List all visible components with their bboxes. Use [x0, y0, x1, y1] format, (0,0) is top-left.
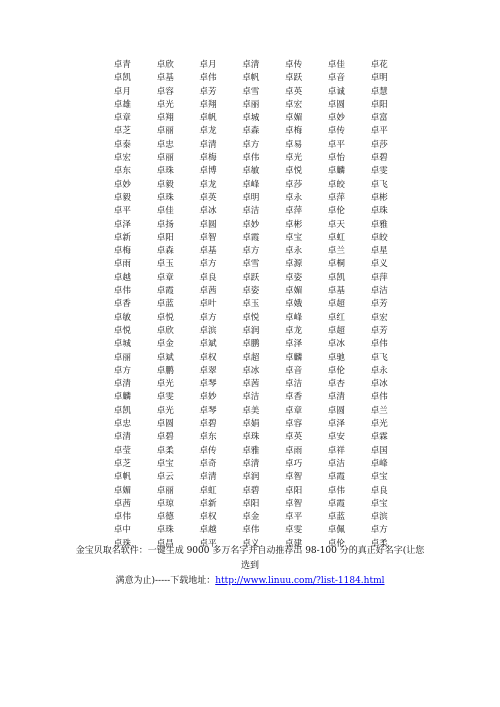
name-cell: 卓梅 — [199, 153, 217, 164]
name-cell: 卓娟 — [242, 419, 260, 430]
name-cell: 卓琴 — [199, 405, 217, 416]
name-cell: 卓方 — [199, 312, 217, 323]
name-cell: 卓森 — [242, 126, 260, 137]
name-cell: 卓玉 — [242, 299, 260, 310]
name-cell: 卓平 — [327, 139, 345, 150]
footer-line-2 — [72, 574, 428, 589]
name-cell: 卓智 — [284, 498, 303, 509]
name-cell: 卓新 — [199, 498, 217, 509]
name-cell: 卓音 — [284, 365, 303, 376]
name-cell: 卓奇 — [199, 458, 217, 469]
name-cell: 卓碧 — [370, 153, 388, 164]
name-cell: 卓斌 — [156, 352, 174, 363]
name-cell: 卓森 — [156, 246, 174, 257]
name-grid — [101, 59, 401, 551]
name-cell: 卓泽 — [113, 219, 131, 230]
name-cell: 卓虹 — [199, 485, 217, 496]
name-cell: 卓霞 — [327, 472, 345, 483]
name-cell: 卓伟 — [327, 485, 345, 496]
name-cell: 卓雯 — [370, 166, 388, 177]
name-cell: 卓东 — [199, 432, 217, 443]
name-cell: 卓梅 — [113, 246, 131, 257]
name-cell: 卓佳 — [327, 60, 345, 70]
name-cell: 卓霖 — [370, 432, 388, 443]
name-cell: 卓超 — [327, 325, 345, 336]
name-cell: 卓泽 — [284, 339, 303, 350]
name-cell: 卓碧 — [199, 419, 217, 430]
name-cell: 卓义 — [370, 259, 388, 270]
name-cell: 卓跃 — [284, 73, 303, 84]
name-cell: 卓麟 — [113, 392, 131, 403]
name-cell: 卓驰 — [327, 352, 345, 363]
name-cell: 卓凯 — [327, 272, 345, 283]
name-cell: 卓青 — [113, 60, 131, 70]
name-cell: 卓柔 — [156, 445, 174, 456]
name-cell: 卓凯 — [113, 73, 131, 84]
name-cell: 卓圆 — [327, 405, 345, 416]
name-cell: 卓莎 — [284, 179, 303, 190]
name-cell: 卓蓝 — [327, 512, 345, 523]
name-cell: 卓红 — [327, 312, 345, 323]
name-cell: 卓城 — [242, 113, 260, 124]
name-cell: 卓宝 — [284, 232, 303, 243]
name-cell: 卓忠 — [113, 419, 131, 430]
name-cell: 卓雨 — [113, 259, 131, 270]
name-cell: 卓鹏 — [156, 365, 174, 376]
name-cell: 卓光 — [156, 99, 174, 110]
name-cell: 卓洁 — [327, 458, 345, 469]
name-cell: 卓茜 — [242, 379, 260, 390]
name-cell: 卓伟 — [113, 286, 131, 297]
name-cell: 卓泽 — [327, 419, 345, 430]
name-cell: 卓清 — [327, 392, 345, 403]
name-cell: 卓欣 — [156, 60, 174, 70]
name-cell: 卓雄 — [113, 99, 131, 110]
name-cell: 卓皎 — [327, 179, 345, 190]
name-cell: 卓龙 — [199, 126, 217, 137]
name-cell: 卓麟 — [284, 352, 303, 363]
name-cell: 卓传 — [327, 126, 345, 137]
name-cell: 卓光 — [156, 379, 174, 390]
name-cell: 卓方 — [242, 139, 260, 150]
name-cell: 卓霞 — [327, 498, 345, 509]
name-cell: 卓伟 — [370, 339, 388, 350]
name-cell: 卓良 — [199, 272, 217, 283]
name-cell: 卓姿 — [284, 272, 303, 283]
name-cell: 卓清 — [199, 139, 217, 150]
name-cell: 卓冰 — [199, 206, 217, 217]
name-cell: 卓丽 — [113, 352, 131, 363]
name-cell: 卓宝 — [370, 472, 388, 483]
name-cell: 卓峰 — [242, 179, 260, 190]
name-cell: 卓云 — [156, 472, 174, 483]
name-cell: 卓毅 — [156, 179, 174, 190]
name-cell: 卓霞 — [156, 286, 174, 297]
name-cell: 卓翔 — [199, 99, 217, 110]
name-cell: 卓祥 — [327, 445, 345, 456]
name-cell: 卓佳 — [156, 206, 174, 217]
name-cell: 卓光 — [156, 405, 174, 416]
name-cell: 卓彬 — [284, 219, 303, 230]
name-cell: 卓香 — [284, 392, 303, 403]
name-cell: 卓宝 — [156, 458, 174, 469]
name-cell: 卓雪 — [242, 259, 260, 270]
name-cell: 卓花 — [370, 60, 388, 70]
name-cell: 卓越 — [199, 525, 217, 536]
name-cell: 卓莹 — [113, 445, 131, 456]
name-cell: 卓伟 — [370, 392, 388, 403]
name-cell: 卓芝 — [113, 126, 131, 137]
name-cell: 卓伟 — [113, 512, 131, 523]
name-cell: 卓琴 — [199, 379, 217, 390]
name-cell: 卓香 — [113, 299, 131, 310]
name-cell: 卓虹 — [327, 232, 345, 243]
name-cell: 卓清 — [113, 432, 131, 443]
name-cell: 卓芳 — [199, 86, 217, 97]
name-cell: 卓安 — [327, 432, 345, 443]
name-cell: 卓方 — [199, 259, 217, 270]
name-cell: 卓宏 — [113, 153, 131, 164]
name-cell: 卓丽 — [156, 485, 174, 496]
name-cell: 卓基 — [156, 73, 174, 84]
name-cell: 卓滨 — [199, 325, 217, 336]
name-cell: 卓宏 — [284, 99, 303, 110]
name-cell: 卓光 — [284, 153, 303, 164]
name-cell: 卓阳 — [156, 232, 174, 243]
name-cell: 卓昌 — [156, 538, 174, 549]
name-cell: 卓丽 — [242, 99, 260, 110]
name-cell: 卓帆 — [242, 73, 260, 84]
name-cell: 卓清 — [242, 60, 260, 70]
name-cell: 卓源 — [284, 259, 303, 270]
name-cell: 卓敏 — [113, 312, 131, 323]
name-cell: 卓良 — [370, 485, 388, 496]
name-cell: 卓兰 — [370, 405, 388, 416]
name-cell: 卓基 — [199, 246, 217, 257]
name-cell: 卓茜 — [113, 498, 131, 509]
name-cell: 卓英 — [199, 192, 217, 203]
name-cell: 卓桐 — [327, 259, 345, 270]
name-cell: 卓明 — [242, 192, 260, 203]
name-cell: 卓姿 — [242, 286, 260, 297]
name-cell: 卓润 — [242, 325, 260, 336]
name-cell: 卓珠 — [242, 432, 260, 443]
name-cell: 卓永 — [370, 365, 388, 376]
name-cell: 卓琼 — [156, 498, 174, 509]
name-cell: 卓斌 — [199, 339, 217, 350]
name-cell: 卓敏 — [242, 166, 260, 177]
name-cell: 卓平 — [284, 512, 303, 523]
name-cell: 卓阳 — [370, 99, 388, 110]
name-cell: 卓龙 — [284, 325, 303, 336]
name-cell: 卓芳 — [370, 299, 388, 310]
name-cell: 卓宝 — [370, 498, 388, 509]
name-cell: 卓平 — [113, 206, 131, 217]
name-cell: 卓雨 — [284, 445, 303, 456]
name-cell: 卓博 — [199, 166, 217, 177]
name-cell: 卓叶 — [199, 299, 217, 310]
name-cell: 卓萍 — [327, 192, 345, 203]
name-cell: 卓峰 — [284, 312, 303, 323]
name-cell: 卓彬 — [370, 192, 388, 203]
name-cell: 卓超 — [242, 352, 260, 363]
name-cell: 卓碧 — [156, 432, 174, 443]
name-cell: 卓巧 — [284, 458, 303, 469]
name-cell: 卓富 — [370, 113, 388, 124]
name-cell: 卓清 — [113, 379, 131, 390]
name-cell: 卓飞 — [370, 179, 388, 190]
name-cell: 卓悦 — [113, 325, 131, 336]
name-cell: 卓萍 — [284, 206, 303, 217]
name-cell: 卓润 — [242, 472, 260, 483]
name-cell: 卓传 — [199, 445, 217, 456]
name-cell: 卓悦 — [242, 312, 260, 323]
name-cell: 卓凯 — [113, 405, 131, 416]
name-cell: 卓雪 — [242, 86, 260, 97]
name-cell: 卓国 — [370, 445, 388, 456]
footer-line-2-text: 满意为止)-----下载地址： — [115, 576, 216, 586]
name-cell: 卓跃 — [242, 272, 260, 283]
name-cell: 卓芝 — [113, 458, 131, 469]
name-cell: 卓伟 — [199, 73, 217, 84]
download-link[interactable]: http://www.linuu.com/?list-1184.html — [215, 576, 385, 586]
name-cell: 卓悦 — [284, 166, 303, 177]
name-cell: 卓扬 — [156, 219, 174, 230]
name-cell: 卓翠 — [199, 365, 217, 376]
name-cell: 卓容 — [156, 86, 174, 97]
name-cell: 卓平 — [370, 126, 388, 137]
name-cell: 卓永 — [284, 192, 303, 203]
name-cell: 卓毅 — [113, 192, 131, 203]
name-cell: 卓方 — [242, 246, 260, 257]
name-cell: 卓悦 — [156, 312, 174, 323]
name-cell: 卓光 — [370, 419, 388, 430]
name-cell: 卓雅 — [370, 219, 388, 230]
name-cell: 卓洁 — [370, 286, 388, 297]
name-cell: 卓妙 — [242, 219, 260, 230]
name-cell: 卓新 — [113, 232, 131, 243]
name-cell: 卓萍 — [370, 272, 388, 283]
name-cell: 卓宏 — [370, 312, 388, 323]
name-cell: 卓星 — [370, 246, 388, 257]
name-cell: 卓德 — [156, 512, 174, 523]
name-cell: 卓智 — [199, 232, 217, 243]
name-cell: 卓权 — [199, 352, 217, 363]
name-cell: 卓美 — [242, 405, 260, 416]
name-cell: 卓飞 — [370, 352, 388, 363]
name-cell: 卓圆 — [156, 419, 174, 430]
name-cell: 卓东 — [113, 166, 131, 177]
name-cell: 卓伟 — [242, 153, 260, 164]
name-cell: 卓慧 — [370, 86, 388, 97]
name-cell: 卓泰 — [113, 139, 131, 150]
name-cell: 卓雯 — [284, 525, 303, 536]
name-cell: 卓城 — [113, 339, 131, 350]
footer-note — [72, 544, 428, 589]
name-cell: 卓妙 — [327, 113, 345, 124]
name-cell: 卓伦 — [327, 538, 345, 549]
name-cell: 卓妙 — [113, 179, 131, 190]
name-cell: 卓方 — [370, 525, 388, 536]
name-cell: 卓中 — [113, 525, 131, 536]
name-cell: 卓媚 — [284, 113, 303, 124]
name-cell: 卓媚 — [284, 286, 303, 297]
name-cell: 卓兰 — [327, 246, 345, 257]
name-cell: 卓莎 — [370, 139, 388, 150]
name-cell: 卓平 — [199, 538, 217, 549]
name-cell: 卓超 — [327, 299, 345, 310]
name-cell: 卓伦 — [327, 206, 345, 217]
name-cell: 卓清 — [242, 458, 260, 469]
name-cell: 卓翔 — [156, 113, 174, 124]
name-cell: 卓丽 — [156, 126, 174, 137]
name-cell: 卓佩 — [327, 525, 345, 536]
name-cell: 卓方 — [113, 365, 131, 376]
name-cell: 卓英 — [284, 86, 303, 97]
name-cell: 卓帆 — [113, 472, 131, 483]
name-cell: 卓茜 — [199, 286, 217, 297]
name-cell: 卓权 — [199, 512, 217, 523]
name-cell: 卓珠 — [370, 206, 388, 217]
name-cell: 卓忠 — [156, 139, 174, 150]
name-cell: 卓冰 — [242, 365, 260, 376]
name-cell: 卓伟 — [242, 525, 260, 536]
name-cell: 卓天 — [327, 219, 345, 230]
name-cell: 卓皎 — [370, 232, 388, 243]
name-cell: 卓洁 — [242, 392, 260, 403]
name-cell: 卓珠 — [113, 538, 131, 549]
name-cell: 卓冰 — [370, 379, 388, 390]
name-cell: 卓碧 — [242, 485, 260, 496]
name-cell: 卓圆 — [199, 219, 217, 230]
name-cell: 卓诚 — [327, 86, 345, 97]
name-cell: 卓玉 — [156, 259, 174, 270]
name-cell: 卓滨 — [370, 512, 388, 523]
name-cell: 卓妙 — [199, 392, 217, 403]
name-cell: 卓珠 — [156, 166, 174, 177]
name-cell: 卓圆 — [327, 99, 345, 110]
name-cell: 卓怡 — [327, 153, 345, 164]
name-cell: 卓建 — [284, 538, 303, 549]
name-cell: 卓峰 — [370, 458, 388, 469]
name-cell: 卓清 — [199, 472, 217, 483]
name-cell: 卓欣 — [156, 325, 174, 336]
name-cell: 卓龙 — [199, 179, 217, 190]
name-cell: 卓英 — [284, 432, 303, 443]
name-cell: 卓章 — [156, 272, 174, 283]
name-cell: 卓珠 — [156, 192, 174, 203]
name-cell: 卓媚 — [113, 485, 131, 496]
name-cell: 卓杏 — [327, 379, 345, 390]
name-cell: 卓洁 — [242, 206, 260, 217]
name-cell: 卓音 — [327, 73, 345, 84]
name-cell: 卓洁 — [284, 379, 303, 390]
name-cell: 卓易 — [284, 139, 303, 150]
name-cell: 卓金 — [156, 339, 174, 350]
name-cell: 卓蓝 — [156, 299, 174, 310]
name-cell: 卓阳 — [284, 485, 303, 496]
name-cell: 卓柔 — [370, 538, 388, 549]
name-cell: 卓基 — [327, 286, 345, 297]
name-cell: 卓伦 — [327, 365, 345, 376]
name-cell: 卓珠 — [156, 525, 174, 536]
name-cell: 卓娥 — [284, 299, 303, 310]
name-cell: 卓越 — [113, 272, 131, 283]
name-cell: 卓明 — [370, 73, 388, 84]
name-cell: 卓冰 — [327, 339, 345, 350]
name-cell: 卓月 — [199, 60, 217, 70]
name-cell: 卓章 — [284, 405, 303, 416]
name-cell: 卓月 — [113, 86, 131, 97]
name-cell: 卓雅 — [242, 445, 260, 456]
name-cell: 卓鹏 — [242, 339, 260, 350]
name-cell: 卓永 — [284, 246, 303, 257]
name-cell: 卓丽 — [156, 153, 174, 164]
name-cell: 卓容 — [284, 419, 303, 430]
name-cell: 卓帆 — [199, 113, 217, 124]
name-cell: 卓阳 — [242, 498, 260, 509]
name-cell: 卓传 — [284, 60, 303, 70]
name-cell: 卓梅 — [284, 126, 303, 137]
name-cell: 卓金 — [242, 512, 260, 523]
name-cell: 卓芳 — [370, 325, 388, 336]
footer-line-1: 金宝贝取名软件：一键生成 9000 多万名字并自动推荐出 98-100 分的真正好名字(让您选到 — [75, 546, 425, 571]
name-cell: 卓义 — [242, 538, 260, 549]
name-cell: 卓麟 — [327, 166, 345, 177]
name-cell: 卓智 — [284, 472, 303, 483]
name-cell: 卓霞 — [242, 232, 260, 243]
name-cell: 卓章 — [113, 113, 131, 124]
name-cell: 卓雯 — [156, 392, 174, 403]
